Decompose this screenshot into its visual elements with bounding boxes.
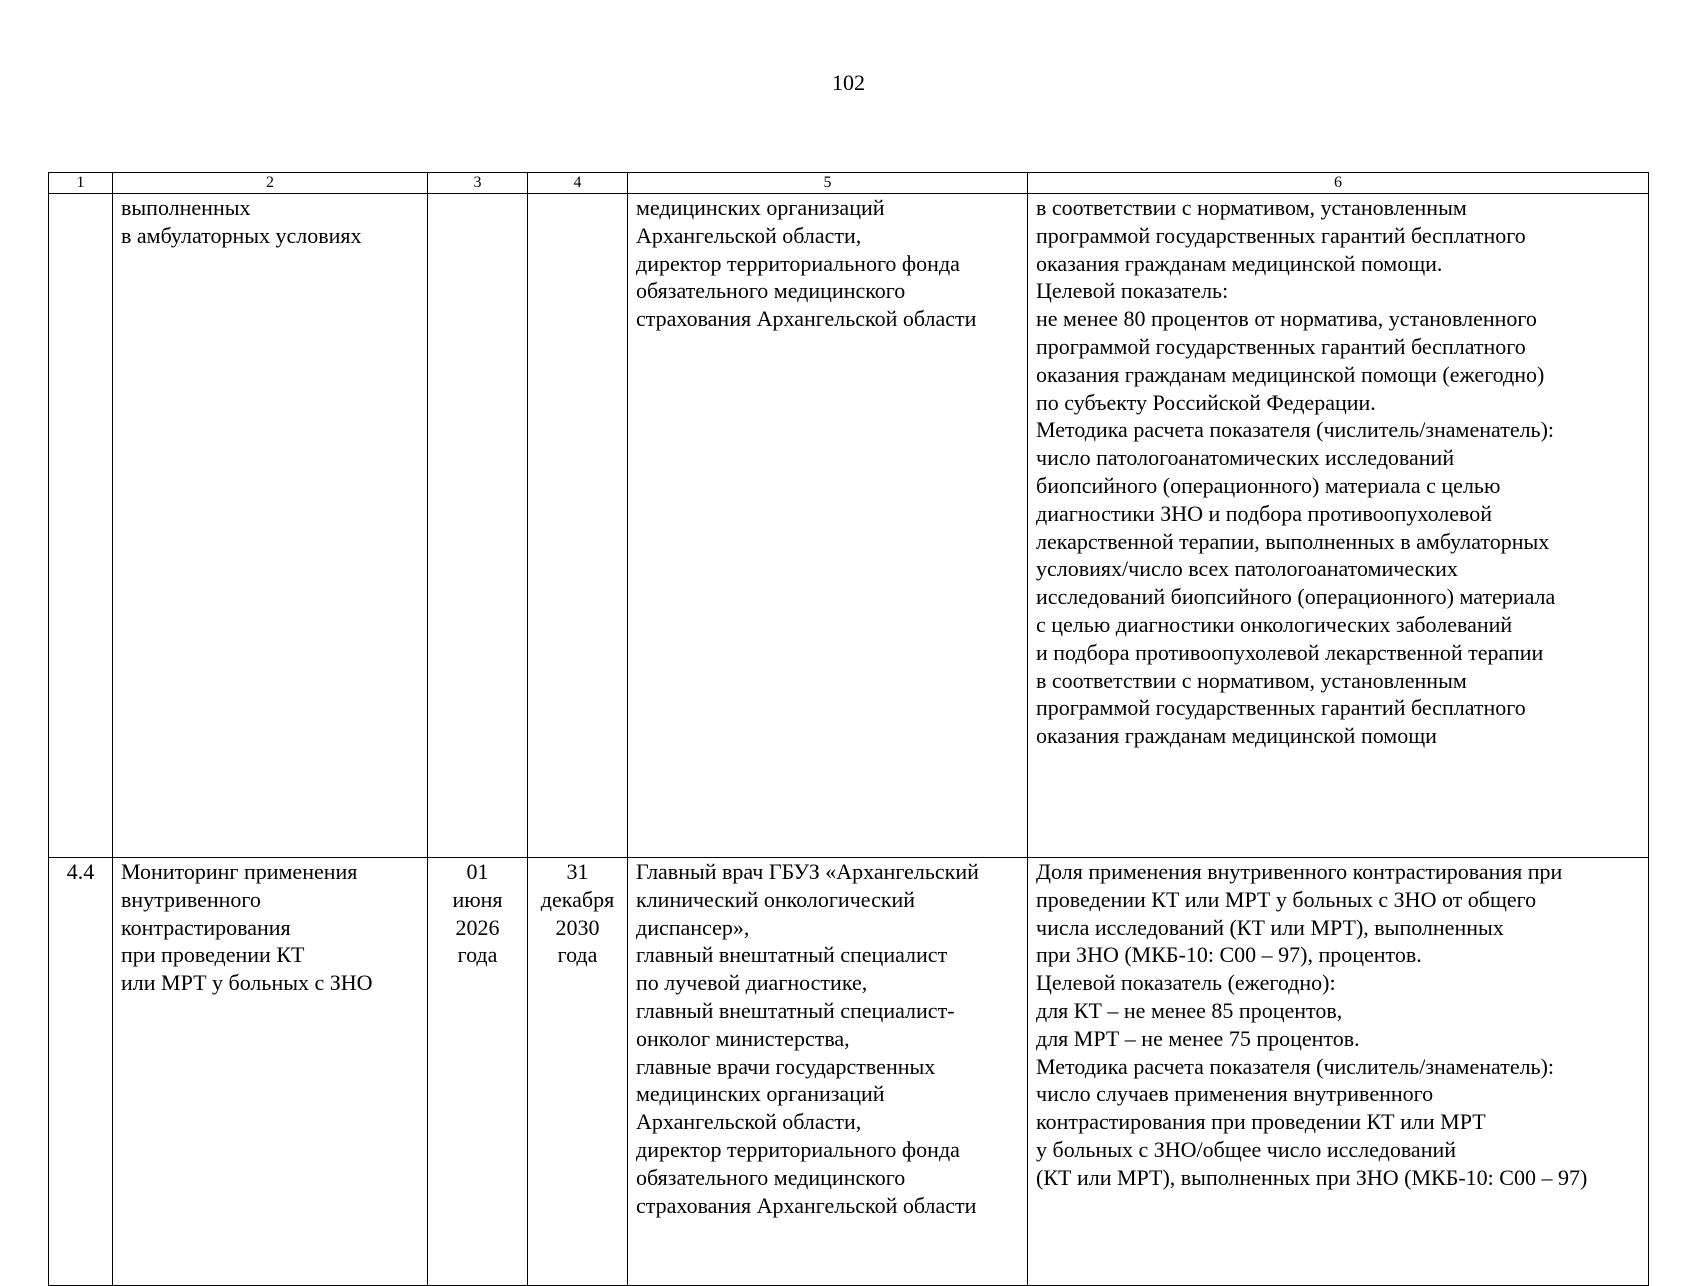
- text-line: и подбора противоопухолевой лекарственной терапии: [1036, 639, 1544, 665]
- text-line: Главный врач ГБУЗ «Архангельский: [636, 859, 979, 884]
- text-line: онколог министерства,: [636, 1025, 850, 1051]
- text-line: Методика расчета показателя (числитель/знаменатель):: [1036, 1053, 1555, 1079]
- text-line: года: [557, 942, 598, 968]
- cell-start-date: [428, 858, 528, 1286]
- text-line: контрастирования: [121, 914, 291, 940]
- cell-end-date: [528, 194, 628, 858]
- text-line: 2030: [555, 914, 600, 940]
- text-line: медицинских организаций: [636, 1081, 885, 1107]
- text-line: обязательного медицинского: [636, 278, 906, 304]
- text-line: числа исследований (КТ или МРТ), выполненных: [1036, 914, 1504, 940]
- text-line: 01: [466, 859, 489, 884]
- text-line: число случаев применения внутривенного: [1036, 1081, 1434, 1107]
- text-line: диспансер»,: [636, 914, 750, 940]
- column-number-6: 6: [1028, 173, 1649, 194]
- text-line: Архангельской области,: [636, 1109, 862, 1135]
- text-line: в соответствии с нормативом, установленным: [1036, 667, 1467, 693]
- text-line: декабря: [540, 886, 615, 912]
- text-line: июня: [452, 886, 503, 912]
- table-row: [49, 858, 1649, 1286]
- cell-indicator: [1028, 858, 1649, 1286]
- text-line: внутривенного: [121, 886, 261, 912]
- text-line: программой государственных гарантий бесплатного: [1036, 695, 1526, 721]
- text-line: при ЗНО (МКБ-10: С00 – 97), процентов.: [1036, 942, 1422, 968]
- text-line: главный внештатный специалист: [636, 942, 948, 968]
- text-line: выполненных: [121, 195, 251, 220]
- text-line: Доля применения внутривенного контрастирования при: [1036, 859, 1563, 884]
- page-number: 102: [832, 70, 865, 95]
- text-line: оказания гражданам медицинской помощи: [1036, 723, 1437, 749]
- text-line: года: [457, 942, 498, 968]
- text-line: с целью диагностики онкологических заболеваний: [1036, 611, 1513, 637]
- text-line: оказания гражданам медицинской помощи.: [1036, 250, 1443, 276]
- text-line: директор территориального фонда: [636, 250, 960, 276]
- text-line: в соответствии с нормативом, установленным: [1036, 195, 1467, 220]
- text-line: для МРТ – не менее 75 процентов.: [1036, 1025, 1360, 1051]
- text-line: по лучевой диагностике,: [636, 970, 868, 996]
- text-line: оказания гражданам медицинской помощи (ежегодно): [1036, 361, 1545, 387]
- text-line: директор территориального фонда: [636, 1136, 960, 1162]
- text-line: Целевой показатель:: [1036, 278, 1229, 304]
- column-number-5: 5: [628, 173, 1028, 194]
- text-line: биопсийного (операционного) материала с целью: [1036, 472, 1501, 498]
- text-line: диагностики ЗНО и подбора противоопухолевой: [1036, 500, 1493, 526]
- text-line: по субъекту Российской Федерации.: [1036, 389, 1376, 415]
- cell-responsible: [628, 194, 1028, 858]
- column-number-2: 2: [113, 173, 428, 194]
- text-line: (КТ или МРТ), выполненных при ЗНО (МКБ-10: С00 – 97): [1036, 1164, 1588, 1190]
- table-row: [49, 194, 1649, 858]
- text-line: Мониторинг применения: [121, 859, 358, 884]
- text-line: исследований биопсийного (операционного) материала: [1036, 584, 1556, 610]
- text-line: страхования Архангельской области: [636, 306, 977, 332]
- cell-indicator: [1028, 194, 1649, 858]
- cell-start-date: [428, 194, 528, 858]
- text-line: у больных с ЗНО/общее число исследований: [1036, 1136, 1457, 1162]
- text-line: обязательного медицинского: [636, 1164, 906, 1190]
- cell-measure-name: [113, 194, 428, 858]
- text-line: главный внештатный специалист-: [636, 997, 955, 1023]
- text-line: 2026: [455, 914, 500, 940]
- text-line: не менее 80 процентов от норматива, установленного: [1036, 306, 1537, 332]
- text-line: программой государственных гарантий бесплатного: [1036, 333, 1526, 359]
- measures-table: [48, 172, 1649, 1286]
- text-line: лекарственной терапии, выполненных в амбулаторных: [1036, 528, 1550, 554]
- text-line: 31: [566, 859, 589, 884]
- cell-measure-name: [113, 858, 428, 1286]
- column-number-4: 4: [528, 173, 628, 194]
- text-line: страхования Архангельской области: [636, 1192, 977, 1218]
- text-line: главные врачи государственных: [636, 1053, 936, 1079]
- column-number-3: 3: [428, 173, 528, 194]
- column-number-1: 1: [49, 173, 113, 194]
- text-line: программой государственных гарантий бесплатного: [1036, 222, 1526, 248]
- text-line: контрастирования при проведении КТ или МРТ: [1036, 1109, 1486, 1135]
- text-line: медицинских организаций: [636, 195, 885, 220]
- cell-number: [49, 194, 113, 858]
- text-line: Архангельской области,: [636, 222, 862, 248]
- text-line: Методика расчета показателя (числитель/знаменатель):: [1036, 417, 1555, 443]
- cell-number: 4.4: [49, 858, 113, 1286]
- text-line: или МРТ у больных с ЗНО: [121, 970, 373, 996]
- text-line: в амбулаторных условиях: [121, 222, 362, 248]
- text-line: проведении КТ или МРТ у больных с ЗНО от общего: [1036, 886, 1537, 912]
- cell-responsible: [628, 858, 1028, 1286]
- text-line: условиях/число всех патологоанатомических: [1036, 556, 1458, 582]
- text-line: для КТ – не менее 85 процентов,: [1036, 997, 1343, 1023]
- column-number-row: [49, 173, 1649, 194]
- text-line: при проведении КТ: [121, 942, 305, 968]
- cell-end-date: [528, 858, 628, 1286]
- text-line: клинический онкологический: [636, 886, 916, 912]
- text-line: Целевой показатель (ежегодно):: [1036, 970, 1336, 996]
- text-line: число патологоанатомических исследований: [1036, 445, 1455, 471]
